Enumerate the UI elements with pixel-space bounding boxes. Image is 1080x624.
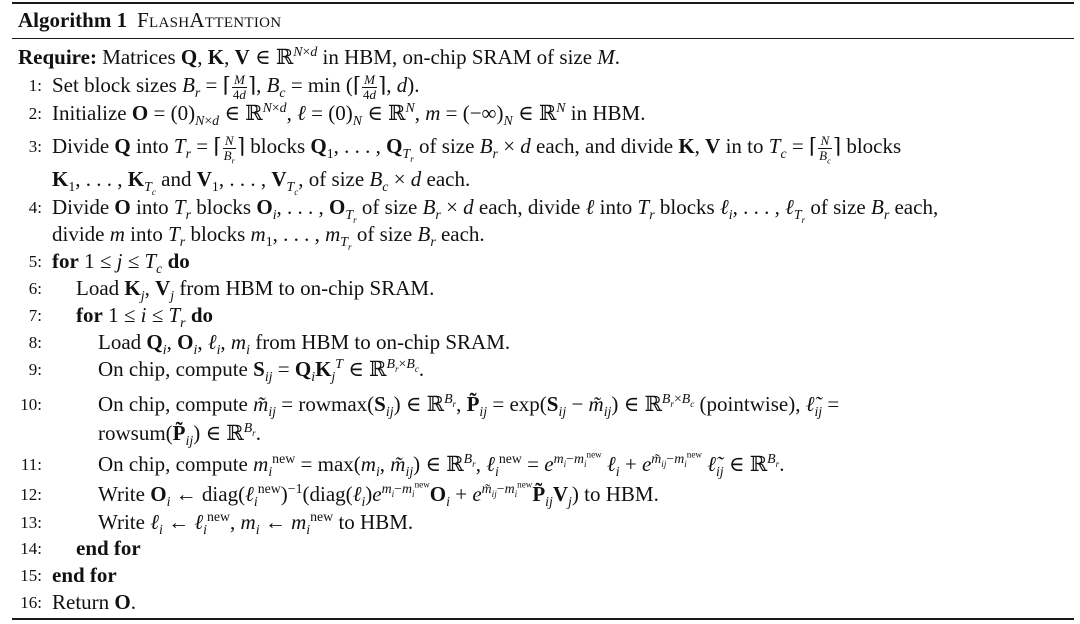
line-number: 11: xyxy=(20,455,42,474)
line-text: end for xyxy=(52,563,117,587)
bottom-rule xyxy=(12,618,1074,620)
line-text: Divide Q into $T_r$ = ⌈ $\frac{N}{B_r}$ ⌉ blocks $Q_1$, . . . , $Q_{T_r}$ of size $B_r \times d$ each, and divide K, V in to $T_c$ = ⌈ $\frac{N}{B_c}$ ⌉ blocks xyxy=(52,133,902,166)
line-text: for $1 \le i \le T_r$ do xyxy=(76,303,214,331)
line-text: end for xyxy=(76,536,141,560)
line-text: Initialize $O = (0)_{N\times d}$ ∈ ℝ$^{N\times d}$, ℓ = $(0)_N$ ∈ ℝ$^N$, $m = (-\infty)_N$ ∈ ℝ$^N$ in HBM. xyxy=(52,100,646,129)
algorithm-label: Algorithm 1 xyxy=(18,8,128,32)
line-number: 15: xyxy=(20,566,42,585)
line-text: Write $O_i$ ← $diag(\ell_i^{new})^{-1}(diag(\ell_i)e^{m_i-m_i^{new}}O_i$ + $e^{m̃_{ij}-m_i^{new}}P̃_{ij}V_j$) to HBM. xyxy=(98,479,659,510)
line-text: Return O. xyxy=(52,590,136,614)
line-number: 8: xyxy=(28,333,42,352)
line-text: On chip, compute $S_{ij} = Q_iK_j^T$ ∈ ℝ$^{B_r\times B_c}$. xyxy=(98,356,425,385)
line-number: 5: xyxy=(28,252,42,271)
line-text: Write ℓ$_i$ ← ℓ$_i^{new}$, $m_i$ ← $m_i^{new}$ to HBM. xyxy=(98,509,414,538)
line-number: 2: xyxy=(28,104,42,123)
line-text: Load $Q_i$, $O_i$, ℓ$_i$, $m_i$ from HBM to on-chip SRAM. xyxy=(98,330,511,358)
line-text: Divide O into $T_r$ blocks $O_i$, . . . , $O_{T_r}$ of size $B_r \times d$ each, divide ℓ into $T_r$ blocks ℓ$_i$, . . . , ℓ$_{T_r}$ of size $B_r$ each, xyxy=(52,195,939,225)
line-text: divide m into $T_r$ blocks $m_1$, . . . , $m_{T_r}$ of size $B_r$ each. xyxy=(52,222,485,252)
algorithm-caption xyxy=(18,6,281,34)
line-text: On chip, compute $m̃_{ij} = rowmax(S_{ij})$ ∈ ℝ$^{B_r}$, $P̃_{ij} = \exp(S_{ij}$ − $m̃_{ij}$) ∈ ℝ$^{B_r\times B_c}$ (pointwise), $\ell̃_{ij}$ = xyxy=(98,391,840,420)
line-number: 4: xyxy=(28,198,42,217)
line-number: 12: xyxy=(20,485,42,504)
line-number: 1: xyxy=(28,76,42,95)
line-text: $rowsum(P̃_{ij})$ ∈ ℝ$^{B_r}$. xyxy=(98,420,261,449)
line-number: 9: xyxy=(28,360,42,379)
require-text: Require: Matrices Q, K, V ∈ ℝ$^{N\times d}$ in HBM, on-chip SRAM of size M. xyxy=(18,44,621,69)
top-rule xyxy=(12,2,1074,4)
line-number: 6: xyxy=(28,279,42,298)
line-number: 7: xyxy=(28,306,42,325)
line-text: Set block sizes $B_r$ = ⌈ $\frac{M}{4d}$ ⌉, $B_c = \min$ (⌈ $\frac{M}{4d}$ ⌉, d). xyxy=(52,72,420,102)
line-number: 3: xyxy=(28,137,42,156)
caption-rule xyxy=(12,38,1074,39)
line-number: 10: xyxy=(20,395,42,414)
line-number: 13: xyxy=(20,513,42,532)
line-text: $K_1$, . . . , $K_{T_c}$ and $V_1$, . . . , $V_{T_c}$, of size $B_c \times d$ each. xyxy=(52,167,471,197)
line-text: Load $K_j$, $V_j$ from HBM to on-chip SRAM. xyxy=(76,276,435,304)
line-number: 14: xyxy=(20,539,42,558)
line-text: for $1 \le j \le T_c$ do xyxy=(52,249,190,277)
algorithm-name: FlashAttention xyxy=(137,8,282,32)
line-text: On chip, compute $m_i^{new} = \max(m_i$, $m̃_{ij}$) ∈ ℝ$^{B_r}$, ℓ$_i^{new}$ = $e^{m_i-m_i^{new}}$ ℓ$_i$ + $e^{m̃_{ij}-m_i^{new}}$ $\ell̃_{ij}$ ∈ ℝ$^{B_r}$. xyxy=(98,449,785,480)
line-number: 16: xyxy=(20,593,42,612)
